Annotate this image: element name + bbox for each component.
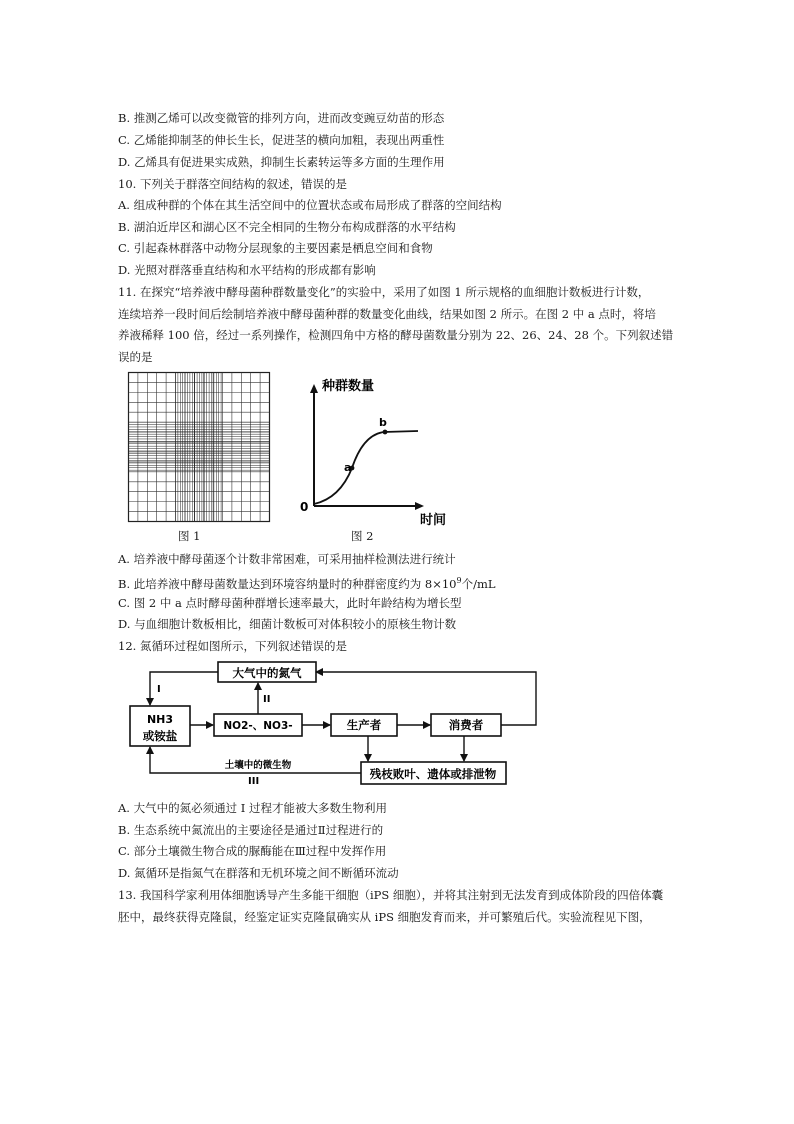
label-process-ii: II <box>263 694 271 705</box>
q10-option-b: B. 湖泊近岸区和湖心区不完全相同的生物分布构成群落的水平结构 <box>118 220 456 234</box>
q12-stem: 12. 氮循环过程如图所示，下列叙述错误的是 <box>118 639 347 653</box>
box-atmosphere-nitrogen: 大气中的氮气 <box>232 666 302 680</box>
label-process-i: I <box>157 684 161 695</box>
q11-option-c: C. 图 2 中 a 点时酵母菌种群增长速率最大，此时年龄结构为增长型 <box>118 596 462 610</box>
label-soil-microbes: 土壤中的微生物 <box>224 760 292 771</box>
q12-option-b: B. 生态系统中氮流出的主要途径是通过Ⅱ过程进行的 <box>118 823 384 837</box>
q11-stem-line2: 连续培养一段时间后绘制培养液中酵母菌种群的数量变化曲线，结果如图 2 所示。在图 2 中 a 点时，将培 <box>118 307 656 321</box>
q12-option-c: C. 部分土壤微生物合成的脲酶能在Ⅲ过程中发挥作用 <box>118 844 387 858</box>
figure2-ylabel: 种群数量 <box>322 379 375 394</box>
q13-stem-line1: 13. 我国科学家利用体细胞诱导产生多能干细胞（iPS 细胞），并将其注射到无法发育到成体阶段的四倍体囊 <box>118 888 664 902</box>
nitrogen-cycle-diagram <box>128 658 543 786</box>
q13-stem-line2: 胚中，最终获得克隆鼠，经鉴定证实克隆鼠确实从 iPS 细胞发育而来，并可繁殖后代。实验流程见下图， <box>118 910 651 924</box>
point-b-marker <box>383 430 388 435</box>
figure2-point-a: a <box>344 461 352 474</box>
box-nitrite-nitrate: NO2-、NO3- <box>223 720 293 732</box>
q11-stem-line4: 误的是 <box>118 350 153 364</box>
label-process-iii: III <box>248 776 260 787</box>
box-producer: 生产者 <box>346 718 382 732</box>
q10-option-d: D. 光照对群落垂直结构和水平结构的形成都有影响 <box>118 263 376 277</box>
box-residue: 残枝败叶、遗体或排泄物 <box>369 767 497 781</box>
q11-option-a: A. 培养液中酵母菌逐个计数非常困难，可采用抽样检测法进行统计 <box>118 552 456 566</box>
figure2-xlabel: 时间 <box>420 513 447 528</box>
figure2-caption: 图 2 <box>351 529 374 543</box>
q10-option-a: A. 组成种群的个体在其生活空间中的位置状态或布局形成了群落的空间结构 <box>118 198 502 212</box>
box-nh3-line1: NH3 <box>146 713 174 726</box>
q9-option-c: C. 乙烯能抑制茎的伸长生长，促进茎的横向加粗，表现出两重性 <box>118 133 445 147</box>
q9-option-d: D. 乙烯具有促进果实成熟，抑制生长素转运等多方面的生理作用 <box>118 155 445 169</box>
q11-option-b: B. 此培养液中酵母菌数量达到环境容纳量时的种群密度约为 $8\times 10^9$个/mL <box>118 576 496 591</box>
figure1-caption: 图 1 <box>178 529 201 543</box>
figure2-origin: 0 <box>300 500 309 514</box>
q11-option-d: D. 与血细胞计数板相比，细菌计数板可对体积较小的原核生物计数 <box>118 617 457 631</box>
q10-option-c: C. 引起森林群落中动物分层现象的主要因素是栖息空间和食物 <box>118 241 433 255</box>
q12-option-a: A. 大气中的氮必须通过 I 过程才能被大多数生物利用 <box>118 801 387 815</box>
q11-stem-line3: 养液稀释 100 倍，经过一系列操作，检测四角中方格的酵母菌数量分别为 22、26、24、28 个。下列叙述错 <box>118 328 674 342</box>
box-consumer: 消费者 <box>448 718 484 732</box>
q10-stem: 10. 下列关于群落空间结构的叙述，错误的是 <box>118 177 347 191</box>
population-growth-figure <box>292 376 447 528</box>
box-nh3-line2: 或铵盐 <box>142 729 178 743</box>
q11-stem-line1: 11. 在探究“培养液中酵母菌种群数量变化”的实验中，采用了如图 1 所示规格的血细胞计数板进行计数， <box>118 285 650 299</box>
q9-option-b: B. 推测乙烯可以改变微管的排列方向，进而改变豌豆幼苗的形态 <box>118 111 445 125</box>
q12-option-d: D. 氮循环是指氮气在群落和无机环境之间不断循环流动 <box>118 866 399 880</box>
hemocytometer-grid-figure <box>128 372 270 522</box>
figure2-point-b: b <box>379 416 387 429</box>
